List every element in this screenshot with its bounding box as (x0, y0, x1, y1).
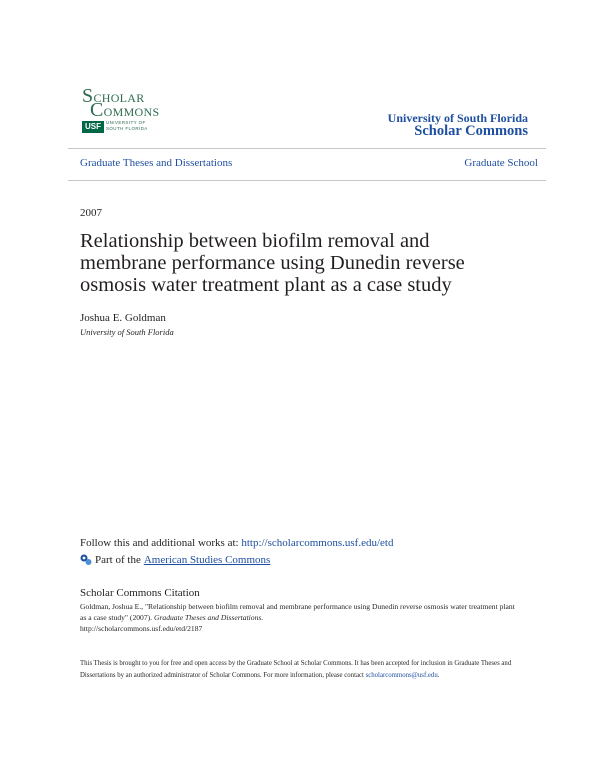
citation-url[interactable]: http://scholarcommons.usf.edu/etd/2187 (80, 624, 203, 633)
divider-bottom (68, 180, 546, 181)
collection-link[interactable]: Graduate Theses and Dissertations (80, 157, 233, 169)
institution-link[interactable]: University of South Florida (387, 111, 528, 125)
logo-wordmark-commons: COMMONS (90, 99, 160, 121)
repository-link[interactable]: Scholar Commons (414, 123, 528, 139)
author-affiliation: University of South Florida (80, 327, 174, 337)
access-notice: This Thesis is brought to you for free and open access by the Graduate School at Scholar Commons. It has been accepted for inclusion in Graduate Theses and Dissertations by an authorized administrator of Scholar Commons. For more information, please contact scholarcommons@usf.edu. (80, 660, 512, 679)
follow-line: Follow this and additional works at: http://scholarcommons.usf.edu/etd (80, 537, 394, 549)
citation-heading: Scholar Commons Citation (80, 587, 200, 599)
graduate-school-link[interactable]: Graduate School (464, 157, 538, 169)
document-title: Relationship between biofilm removal and membrane performance using Dunedin reverse osmosis water treatment plant as a case study (80, 230, 465, 296)
usf-mark: USF (82, 121, 104, 133)
citation-text: Goldman, Joshua E., "Relationship between biofilm removal and membrane performance using Dunedin reverse osmosis water treatment plant as a case study" (2007). Graduate Theses and Dissertations. http://scholarcommons.usf.edu/etd/2187 (80, 602, 515, 633)
author-name: Joshua E. Goldman (80, 312, 166, 324)
follow-url-link[interactable]: http://scholarcommons.usf.edu/etd (241, 537, 394, 549)
logo-university-text: UNIVERSITY OF SOUTH FLORIDA (106, 120, 148, 131)
part-of-line: Part of the American Studies Commons (80, 554, 270, 566)
american-studies-commons-link[interactable]: American Studies Commons (143, 554, 271, 566)
scholar-commons-logo[interactable] (82, 86, 172, 136)
network-icon (80, 554, 92, 566)
divider-top (68, 148, 546, 149)
contact-email-link[interactable]: scholarcommons@usf.edu (365, 672, 438, 679)
publication-year: 2007 (80, 207, 102, 219)
logo-wordmark-scholar: SCHOLAR (82, 85, 145, 107)
